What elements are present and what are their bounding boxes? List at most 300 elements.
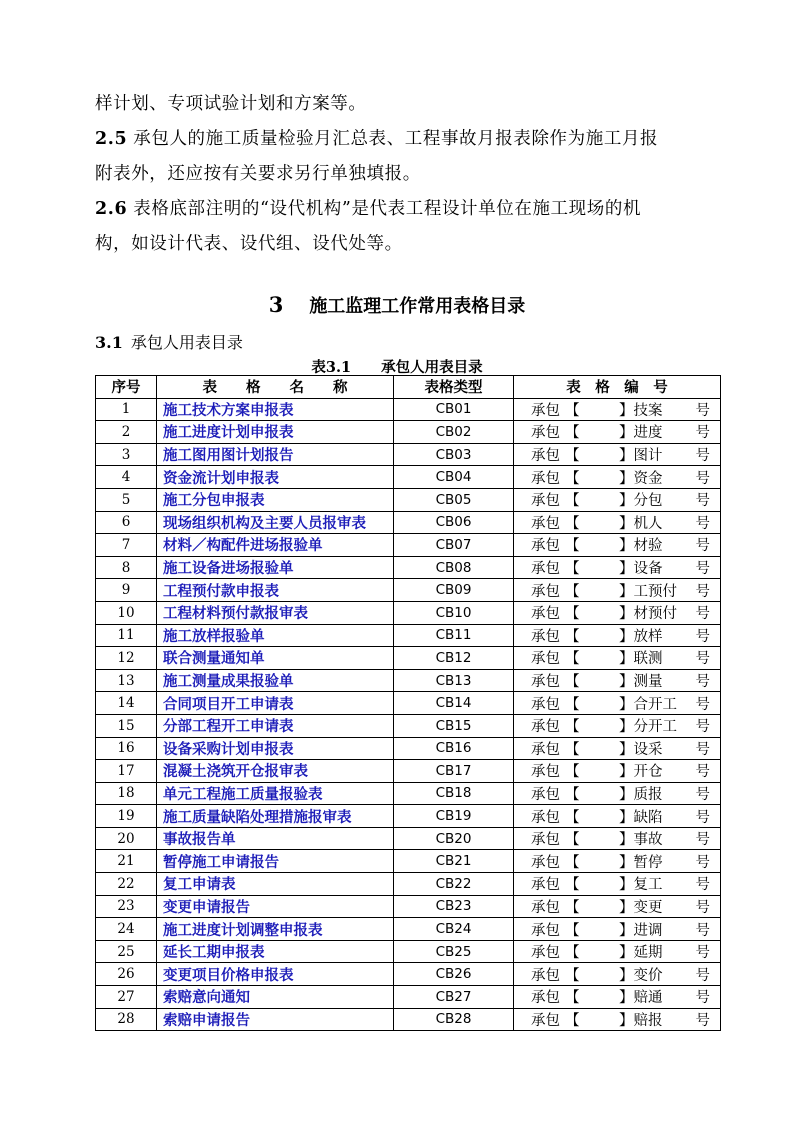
right-bracket: 】	[619, 583, 634, 600]
right-bracket: 】	[619, 448, 634, 465]
paragraph-line: 承包人的施工质量检验月汇总表、工程事故月报表除作为施工月报	[133, 129, 659, 149]
form-code	[514, 986, 721, 1009]
right-bracket: 】	[619, 651, 634, 668]
code-prefix: 承包	[531, 425, 560, 442]
table-row	[96, 895, 721, 918]
header-form-type: 表格类型	[394, 376, 514, 399]
code-abbr: 开仓	[633, 764, 663, 781]
right-bracket: 】	[619, 719, 634, 736]
form-code	[514, 511, 721, 534]
form-type: CB19	[394, 805, 514, 828]
code-suffix: 号	[695, 990, 710, 1007]
row-index: 25	[96, 940, 157, 963]
form-code	[514, 805, 721, 828]
table-row	[96, 850, 721, 873]
table-row	[96, 647, 721, 670]
form-name-link[interactable]: 现场组织机构及主要人员报审表	[157, 511, 394, 534]
table-row	[96, 986, 721, 1009]
left-bracket: 【	[565, 854, 580, 871]
code-abbr: 进调	[633, 922, 663, 939]
form-code	[514, 850, 721, 873]
code-abbr: 工预付	[633, 583, 677, 600]
table-row	[96, 579, 721, 602]
form-type: CB14	[394, 692, 514, 715]
form-type: CB01	[394, 398, 514, 421]
left-bracket: 【	[565, 1012, 580, 1029]
code-prefix: 承包	[531, 448, 560, 465]
code-suffix: 号	[695, 854, 710, 871]
code-prefix: 承包	[531, 583, 560, 600]
right-bracket: 】	[619, 538, 634, 555]
left-bracket: 【	[565, 899, 580, 916]
form-type: CB12	[394, 647, 514, 670]
table-row	[96, 692, 721, 715]
code-prefix: 承包	[531, 470, 560, 487]
right-bracket: 】	[619, 741, 634, 758]
left-bracket: 【	[565, 741, 580, 758]
left-bracket: 【	[565, 922, 580, 939]
right-bracket: 】	[619, 786, 634, 803]
table-row	[96, 827, 721, 850]
form-type: CB27	[394, 986, 514, 1009]
form-name-link[interactable]: 混凝土浇筑开仓报审表	[157, 760, 394, 783]
right-bracket: 】	[619, 809, 634, 826]
header-form-name: 表 格 名 称	[157, 376, 394, 399]
form-type: CB08	[394, 556, 514, 579]
left-bracket: 【	[565, 583, 580, 600]
form-name-link[interactable]: 工程预付款申报表	[157, 579, 394, 602]
row-index: 19	[96, 805, 157, 828]
form-type: CB06	[394, 511, 514, 534]
form-code	[514, 895, 721, 918]
code-suffix: 号	[695, 922, 710, 939]
form-code	[514, 873, 721, 896]
row-index: 17	[96, 760, 157, 783]
code-prefix: 承包	[531, 764, 560, 781]
row-index: 5	[96, 488, 157, 511]
form-name-link[interactable]: 联合测量通知单	[157, 647, 394, 670]
left-bracket: 【	[565, 561, 580, 578]
code-abbr: 测量	[633, 674, 663, 691]
code-prefix: 承包	[531, 832, 560, 849]
row-index: 3	[96, 443, 157, 466]
code-abbr: 设采	[633, 741, 663, 758]
form-type: CB15	[394, 714, 514, 737]
code-suffix: 号	[695, 561, 710, 578]
table-row	[96, 488, 721, 511]
right-bracket: 】	[619, 854, 634, 871]
code-abbr: 赔通	[633, 990, 663, 1007]
subsection-title: 承包人用表目录	[130, 333, 243, 352]
form-name-link[interactable]: 资金流计划申报表	[157, 466, 394, 489]
form-name-link[interactable]: 设备采购计划申报表	[157, 737, 394, 760]
table-row	[96, 760, 721, 783]
code-abbr: 赔报	[633, 1012, 663, 1029]
form-code	[514, 760, 721, 783]
form-name-link[interactable]: 分部工程开工申请表	[157, 714, 394, 737]
form-type: CB25	[394, 940, 514, 963]
table-header-row	[96, 376, 721, 399]
form-type: CB03	[394, 443, 514, 466]
table-row	[96, 1008, 721, 1031]
row-index: 28	[96, 1008, 157, 1031]
form-type: CB22	[394, 873, 514, 896]
row-index: 16	[96, 737, 157, 760]
form-type: CB02	[394, 421, 514, 444]
form-name-link[interactable]: 合同项目开工申请表	[157, 692, 394, 715]
form-code	[514, 601, 721, 624]
right-bracket: 】	[619, 990, 634, 1007]
code-abbr: 质报	[633, 786, 663, 803]
form-code	[514, 443, 721, 466]
left-bracket: 【	[565, 786, 580, 803]
form-code	[514, 421, 721, 444]
code-suffix: 号	[695, 899, 710, 916]
code-suffix: 号	[695, 493, 710, 510]
row-index: 4	[96, 466, 157, 489]
code-abbr: 合开工	[633, 696, 677, 713]
code-prefix: 承包	[531, 628, 560, 645]
form-code	[514, 669, 721, 692]
left-bracket: 【	[565, 651, 580, 668]
form-name-link[interactable]: 材料／构配件进场报验单	[157, 534, 394, 557]
code-suffix: 号	[695, 967, 710, 984]
left-bracket: 【	[565, 515, 580, 532]
paragraph-2-5	[95, 122, 720, 192]
form-code	[514, 918, 721, 941]
form-name-link[interactable]: 施工测量成果报验单	[157, 669, 394, 692]
row-index: 20	[96, 827, 157, 850]
form-name-link[interactable]: 单元工程施工质量报验表	[157, 782, 394, 805]
form-name-link[interactable]: 索赔意向通知	[157, 986, 394, 1009]
code-abbr: 设备	[633, 561, 663, 578]
left-bracket: 【	[565, 606, 580, 623]
left-bracket: 【	[565, 493, 580, 510]
form-type: CB28	[394, 1008, 514, 1031]
form-type: CB17	[394, 760, 514, 783]
form-type: CB11	[394, 624, 514, 647]
form-type: CB23	[394, 895, 514, 918]
section-heading	[0, 292, 794, 318]
code-prefix: 承包	[531, 561, 560, 578]
form-code	[514, 466, 721, 489]
code-abbr: 图计	[633, 448, 663, 465]
code-suffix: 号	[695, 764, 710, 781]
code-suffix: 号	[695, 832, 710, 849]
row-index: 23	[96, 895, 157, 918]
row-index: 21	[96, 850, 157, 873]
form-name-link[interactable]: 变更申请报告	[157, 895, 394, 918]
code-suffix: 号	[695, 945, 710, 962]
code-suffix: 号	[695, 448, 710, 465]
row-index: 24	[96, 918, 157, 941]
right-bracket: 】	[619, 922, 634, 939]
form-code	[514, 692, 721, 715]
form-code	[514, 827, 721, 850]
row-index: 22	[96, 873, 157, 896]
code-suffix: 号	[695, 741, 710, 758]
code-suffix: 号	[695, 1012, 710, 1029]
code-prefix: 承包	[531, 696, 560, 713]
row-index: 12	[96, 647, 157, 670]
form-name-link[interactable]: 工程材料预付款报审表	[157, 601, 394, 624]
row-index: 7	[96, 534, 157, 557]
table-row	[96, 421, 721, 444]
table-row	[96, 940, 721, 963]
right-bracket: 】	[619, 493, 634, 510]
table-row	[96, 963, 721, 986]
code-abbr: 事故	[633, 832, 663, 849]
row-index: 15	[96, 714, 157, 737]
code-abbr: 复工	[633, 877, 663, 894]
right-bracket: 】	[619, 606, 634, 623]
code-prefix: 承包	[531, 719, 560, 736]
section-title: 施工监理工作常用表格目录	[309, 296, 526, 317]
code-suffix: 号	[695, 628, 710, 645]
subsection-number: 3.1	[95, 333, 123, 352]
right-bracket: 】	[619, 899, 634, 916]
caption-title: 承包人用表目录	[381, 359, 483, 376]
form-type: CB09	[394, 579, 514, 602]
right-bracket: 】	[619, 425, 634, 442]
code-abbr: 材验	[633, 538, 663, 555]
paragraph-line: 附表外，还应按有关要求另行单独填报。	[95, 164, 421, 184]
code-prefix: 承包	[531, 741, 560, 758]
left-bracket: 【	[565, 990, 580, 1007]
code-suffix: 号	[695, 425, 710, 442]
right-bracket: 】	[619, 764, 634, 781]
code-suffix: 号	[695, 719, 710, 736]
form-code	[514, 624, 721, 647]
code-abbr: 联测	[633, 651, 663, 668]
row-index: 26	[96, 963, 157, 986]
form-type: CB21	[394, 850, 514, 873]
form-code	[514, 398, 721, 421]
paragraph-continuation	[95, 87, 720, 122]
table-row	[96, 805, 721, 828]
table-row	[96, 511, 721, 534]
form-type: CB16	[394, 737, 514, 760]
code-suffix: 号	[695, 583, 710, 600]
form-name-link[interactable]: 延长工期申报表	[157, 940, 394, 963]
table-row	[96, 737, 721, 760]
left-bracket: 【	[565, 809, 580, 826]
row-index: 11	[96, 624, 157, 647]
right-bracket: 】	[619, 945, 634, 962]
header-form-code: 表 格 编 号	[514, 376, 721, 399]
code-prefix: 承包	[531, 945, 560, 962]
form-type: CB18	[394, 782, 514, 805]
table-row	[96, 873, 721, 896]
code-abbr: 暂停	[633, 854, 663, 871]
row-index: 18	[96, 782, 157, 805]
code-abbr: 分包	[633, 493, 663, 510]
paragraph-line: 构，如设计代表、设代组、设代处等。	[95, 234, 403, 254]
left-bracket: 【	[565, 877, 580, 894]
form-code	[514, 940, 721, 963]
form-name-link[interactable]: 复工申请表	[157, 873, 394, 896]
form-name-link[interactable]: 施工设备进场报验单	[157, 556, 394, 579]
right-bracket: 】	[619, 1012, 634, 1029]
code-abbr: 放样	[633, 628, 663, 645]
form-index-table	[95, 375, 721, 1031]
code-suffix: 号	[695, 696, 710, 713]
form-type: CB20	[394, 827, 514, 850]
row-index: 14	[96, 692, 157, 715]
paragraph-number: 2.6	[95, 199, 128, 219]
paragraph-line: 样计划、专项试验计划和方案等。	[95, 94, 367, 114]
form-code	[514, 963, 721, 986]
form-code	[514, 714, 721, 737]
right-bracket: 】	[619, 470, 634, 487]
table-row	[96, 601, 721, 624]
form-code	[514, 1008, 721, 1031]
code-suffix: 号	[695, 786, 710, 803]
left-bracket: 【	[565, 448, 580, 465]
code-prefix: 承包	[531, 674, 560, 691]
form-name-link[interactable]: 暂停施工申请报告	[157, 850, 394, 873]
code-abbr: 机人	[633, 515, 663, 532]
table-row	[96, 782, 721, 805]
left-bracket: 【	[565, 967, 580, 984]
table-caption	[0, 356, 794, 377]
code-prefix: 承包	[531, 538, 560, 555]
code-suffix: 号	[695, 538, 710, 555]
code-prefix: 承包	[531, 990, 560, 1007]
paragraph-line: 表格底部注明的“设代机构”是代表工程设计单位在施工现场的机	[133, 199, 642, 219]
form-type: CB04	[394, 466, 514, 489]
code-abbr: 材预付	[633, 606, 677, 623]
form-name-link[interactable]: 施工图用图计划报告	[157, 443, 394, 466]
code-prefix: 承包	[531, 651, 560, 668]
row-index: 1	[96, 398, 157, 421]
code-prefix: 承包	[531, 402, 560, 419]
form-code	[514, 737, 721, 760]
code-prefix: 承包	[531, 493, 560, 510]
left-bracket: 【	[565, 719, 580, 736]
code-suffix: 号	[695, 877, 710, 894]
form-name-link[interactable]: 施工进度计划调整申报表	[157, 918, 394, 941]
form-name-link[interactable]: 变更项目价格申报表	[157, 963, 394, 986]
left-bracket: 【	[565, 402, 580, 419]
right-bracket: 】	[619, 561, 634, 578]
table-row	[96, 624, 721, 647]
code-suffix: 号	[695, 515, 710, 532]
right-bracket: 】	[619, 674, 634, 691]
table-row	[96, 443, 721, 466]
code-abbr: 变更	[633, 899, 663, 916]
left-bracket: 【	[565, 674, 580, 691]
row-index: 27	[96, 986, 157, 1009]
table-row	[96, 534, 721, 557]
code-prefix: 承包	[531, 606, 560, 623]
left-bracket: 【	[565, 470, 580, 487]
form-name-link[interactable]: 事故报告单	[157, 827, 394, 850]
form-code	[514, 647, 721, 670]
code-suffix: 号	[695, 606, 710, 623]
left-bracket: 【	[565, 628, 580, 645]
form-name-link[interactable]: 索赔申请报告	[157, 1008, 394, 1031]
left-bracket: 【	[565, 538, 580, 555]
right-bracket: 】	[619, 628, 634, 645]
form-type: CB05	[394, 488, 514, 511]
left-bracket: 【	[565, 832, 580, 849]
code-prefix: 承包	[531, 967, 560, 984]
form-code	[514, 556, 721, 579]
code-abbr: 资金	[633, 470, 663, 487]
code-suffix: 号	[695, 809, 710, 826]
form-code	[514, 579, 721, 602]
section-number: 3	[268, 292, 284, 317]
subsection-heading	[95, 330, 243, 353]
form-name-link[interactable]: 施工放样报验单	[157, 624, 394, 647]
paragraph-number: 2.5	[95, 129, 128, 149]
table-row	[96, 556, 721, 579]
form-type: CB24	[394, 918, 514, 941]
right-bracket: 】	[619, 832, 634, 849]
code-prefix: 承包	[531, 1012, 560, 1029]
code-abbr: 延期	[633, 945, 663, 962]
row-index: 13	[96, 669, 157, 692]
code-abbr: 缺陷	[633, 809, 663, 826]
table-row	[96, 398, 721, 421]
right-bracket: 】	[619, 402, 634, 419]
paragraph-2-6	[95, 192, 720, 262]
code-prefix: 承包	[531, 809, 560, 826]
form-code	[514, 782, 721, 805]
form-name-link[interactable]: 施工技术方案申报表	[157, 398, 394, 421]
right-bracket: 】	[619, 696, 634, 713]
table-row	[96, 466, 721, 489]
form-name-link[interactable]: 施工质量缺陷处理措施报审表	[157, 805, 394, 828]
form-type: CB07	[394, 534, 514, 557]
table-row	[96, 669, 721, 692]
row-index: 10	[96, 601, 157, 624]
row-index: 8	[96, 556, 157, 579]
code-prefix: 承包	[531, 786, 560, 803]
code-prefix: 承包	[531, 515, 560, 532]
row-index: 9	[96, 579, 157, 602]
form-type: CB26	[394, 963, 514, 986]
code-abbr: 变价	[633, 967, 663, 984]
table-row	[96, 918, 721, 941]
code-suffix: 号	[695, 470, 710, 487]
form-type: CB13	[394, 669, 514, 692]
caption-number: 表3.1	[311, 359, 352, 376]
code-prefix: 承包	[531, 899, 560, 916]
code-suffix: 号	[695, 402, 710, 419]
right-bracket: 】	[619, 967, 634, 984]
code-abbr: 进度	[633, 425, 663, 442]
code-prefix: 承包	[531, 922, 560, 939]
left-bracket: 【	[565, 425, 580, 442]
row-index: 2	[96, 421, 157, 444]
right-bracket: 】	[619, 515, 634, 532]
code-abbr: 技案	[633, 402, 663, 419]
code-suffix: 号	[695, 674, 710, 691]
header-index: 序号	[96, 376, 157, 399]
form-code	[514, 534, 721, 557]
code-prefix: 承包	[531, 854, 560, 871]
form-name-link[interactable]: 施工分包申报表	[157, 488, 394, 511]
form-name-link[interactable]: 施工进度计划申报表	[157, 421, 394, 444]
row-index: 6	[96, 511, 157, 534]
form-code	[514, 488, 721, 511]
left-bracket: 【	[565, 764, 580, 781]
right-bracket: 】	[619, 877, 634, 894]
form-type: CB10	[394, 601, 514, 624]
table-row	[96, 714, 721, 737]
